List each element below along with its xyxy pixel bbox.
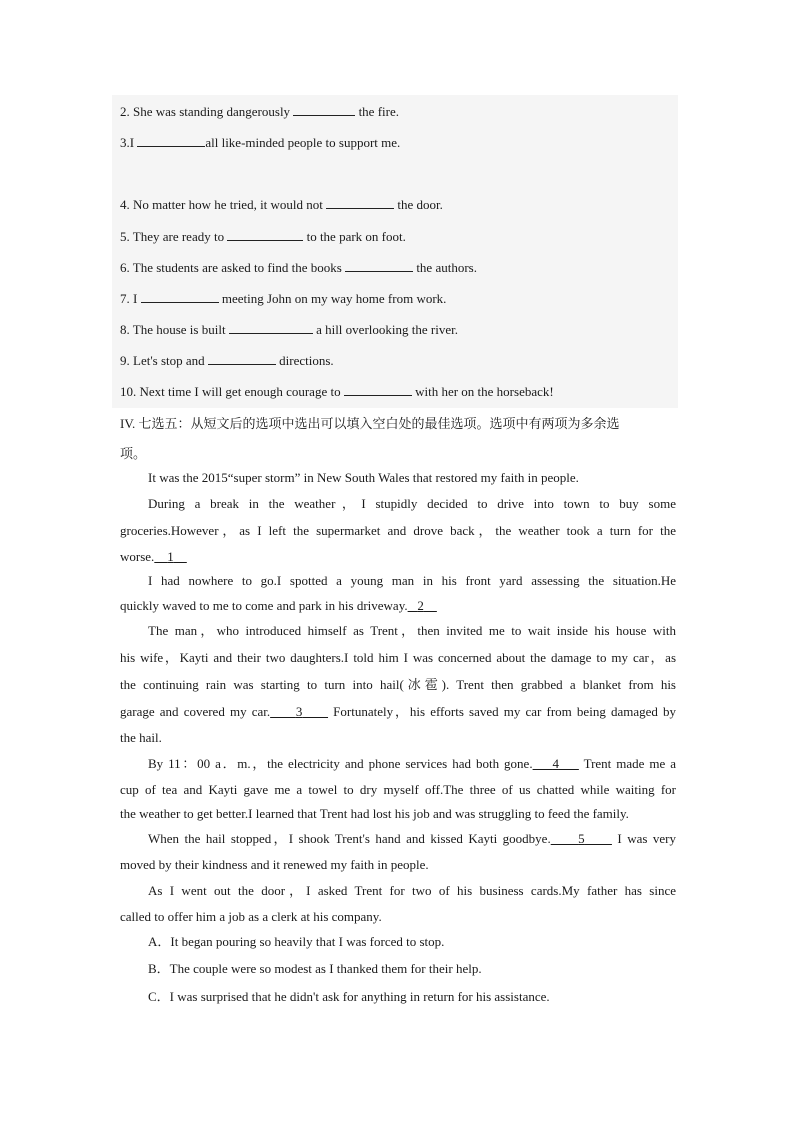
item-text: the authors. <box>413 260 477 275</box>
passage-text: quickly waved to me to come and park in his driveway. <box>120 598 408 613</box>
exercise-line-8 <box>120 321 676 339</box>
passage-p5-line3 <box>120 805 676 823</box>
blank-number: 2 <box>417 598 424 613</box>
blank-4[interactable] <box>533 756 579 771</box>
answer-blank[interactable] <box>345 259 413 272</box>
passage-text: the weather to get better.I learned that Trent had lost his job and was struggling to feed the family. <box>120 806 629 821</box>
passage-text: worse. <box>120 549 155 564</box>
item-text: I <box>133 291 141 306</box>
passage-p7-line1 <box>148 882 676 900</box>
passage-p5-line2 <box>120 781 676 799</box>
option-text: C．I was surprised that he didn't ask for anything in return for his assistance. <box>148 989 550 1004</box>
answer-blank[interactable] <box>344 383 412 396</box>
item-text: She was standing dangerously <box>133 104 294 119</box>
item-text: the fire. <box>355 104 399 119</box>
item-text: Let's stop and <box>133 353 208 368</box>
passage-text: By 11：00 a．m.，the electricity and phone services had both gone. <box>148 756 533 771</box>
exercise-line-7 <box>120 290 676 308</box>
passage-p6-line1 <box>148 830 676 848</box>
blank-number: 5 <box>578 831 585 846</box>
answer-blank[interactable] <box>293 103 355 116</box>
item-text: meeting John on my way home from work. <box>218 291 447 306</box>
item-text: They are ready to <box>132 229 228 244</box>
option-c[interactable] <box>148 988 676 1006</box>
blank-number: 1 <box>167 549 174 564</box>
item-text: directions. <box>275 353 334 368</box>
passage-text: the continuing rain was starting to turn into hail(冰雹). Trent then grabbed a blanket from his <box>120 677 676 692</box>
item-text: No matter how he tried, it would not <box>133 197 327 212</box>
passage-p7-line2 <box>120 908 676 926</box>
item-text: The students are asked to find the books <box>132 260 346 275</box>
item-text: The house is built <box>132 322 229 337</box>
passage-text: During a break in the weather，I stupidly decided to drive into town to buy some <box>148 496 676 511</box>
passage-p4-line1 <box>148 622 676 640</box>
option-text: A．It began pouring so heavily that I was forced to stop. <box>148 934 445 949</box>
passage-text: called to offer him a job as a clerk at his company. <box>120 909 382 924</box>
passage-text: It was the 2015“super storm” in New South Wales that restored my faith in people. <box>148 470 579 485</box>
passage-p3-line2 <box>120 597 676 615</box>
exercise-line-5 <box>120 228 676 246</box>
passage-p2-line1 <box>148 495 676 513</box>
blank-5[interactable] <box>551 831 612 846</box>
item-text: the door. <box>394 197 443 212</box>
option-b[interactable] <box>148 960 676 978</box>
passage-p4-line2 <box>120 649 676 667</box>
blank-1[interactable] <box>154 549 187 564</box>
section-heading-cont <box>120 445 676 463</box>
item-number: 3. <box>120 135 130 150</box>
passage-p3-line1 <box>148 572 676 590</box>
passage-text: Trent made me a <box>578 756 677 771</box>
passage-p6-line2 <box>120 856 676 874</box>
passage-text: As I went out the door，I asked Trent for two of his business cards.My father has since <box>148 883 676 898</box>
item-text: I <box>129 135 138 150</box>
passage-text: The man，who introduced himself as Trent，then invited me to wait inside his house with <box>148 623 676 638</box>
item-number: 10. <box>120 384 140 399</box>
item-number: 9. <box>120 353 133 368</box>
answer-blank[interactable] <box>141 290 219 303</box>
passage-text: Fortunately，his efforts saved my car from being damaged by <box>328 704 677 719</box>
blank-3[interactable] <box>270 704 328 719</box>
passage-p4-line3 <box>120 676 676 694</box>
item-text: Next time I will get enough courage to <box>139 384 344 399</box>
item-text: with her on the horseback! <box>411 384 554 399</box>
passage-p2-line2 <box>120 522 676 540</box>
item-number: 4. <box>120 197 133 212</box>
item-number: 5. <box>120 229 133 244</box>
passage-text: moved by their kindness and it renewed my faith in people. <box>120 857 429 872</box>
item-text: to the park on foot. <box>303 229 406 244</box>
item-number: 7. <box>120 291 133 306</box>
exercise-line-3 <box>120 134 676 152</box>
passage-text: garage and covered my car. <box>120 704 271 719</box>
answer-blank[interactable] <box>208 352 276 365</box>
item-number: 6. <box>120 260 133 275</box>
item-number: 2. <box>120 104 133 119</box>
section-heading-text: 项。 <box>120 446 147 461</box>
passage-text: cup of tea and Kayti gave me a towel to dry myself off.The three of us chatted while waiting for <box>120 782 676 797</box>
item-number: 8. <box>120 322 133 337</box>
section-heading-text: IV. 七选五：从短文后的选项中选出可以填入空白处的最佳选项。选项中有两项为多余选 <box>120 416 620 431</box>
option-text: B．The couple were so modest as I thanked them for their help. <box>148 961 482 976</box>
exercise-line-10 <box>120 383 676 401</box>
blank-2[interactable] <box>408 598 437 613</box>
blank-number: 4 <box>552 756 559 771</box>
answer-blank[interactable] <box>229 321 313 334</box>
item-text: a hill overlooking the river. <box>312 322 458 337</box>
passage-text: When the hail stopped，I shook Trent's hand and kissed Kayti goodbye. <box>148 831 551 846</box>
passage-text: the hail. <box>120 730 162 745</box>
blank-number: 3 <box>295 704 303 719</box>
passage-p1 <box>148 469 676 487</box>
passage-text: I had nowhere to go.I spotted a young man in his front yard assessing the situation.He <box>148 573 676 588</box>
passage-text: his wife，Kayti and their two daughters.I told him I was concerned about the damage to my car，as <box>120 650 676 665</box>
passage-p2-line3 <box>120 548 676 566</box>
answer-blank[interactable] <box>326 196 394 209</box>
answer-blank[interactable] <box>227 228 303 241</box>
exercise-line-9 <box>120 352 676 370</box>
passage-p4-line4 <box>120 703 676 721</box>
section-heading <box>120 415 676 433</box>
passage-text: groceries.However，as I left the supermarket and drove back，the weather took a turn for the <box>120 523 676 538</box>
passage-text: I was very <box>611 831 676 846</box>
exercise-line-4 <box>120 196 676 214</box>
passage-p4-line5 <box>120 729 676 747</box>
option-a[interactable] <box>148 933 676 951</box>
passage-p5-line1 <box>148 755 676 773</box>
answer-blank[interactable] <box>137 134 205 147</box>
exercise-line-6 <box>120 259 676 277</box>
item-text: all like-minded people to support me. <box>205 135 401 150</box>
exercise-line-2 <box>120 103 676 121</box>
